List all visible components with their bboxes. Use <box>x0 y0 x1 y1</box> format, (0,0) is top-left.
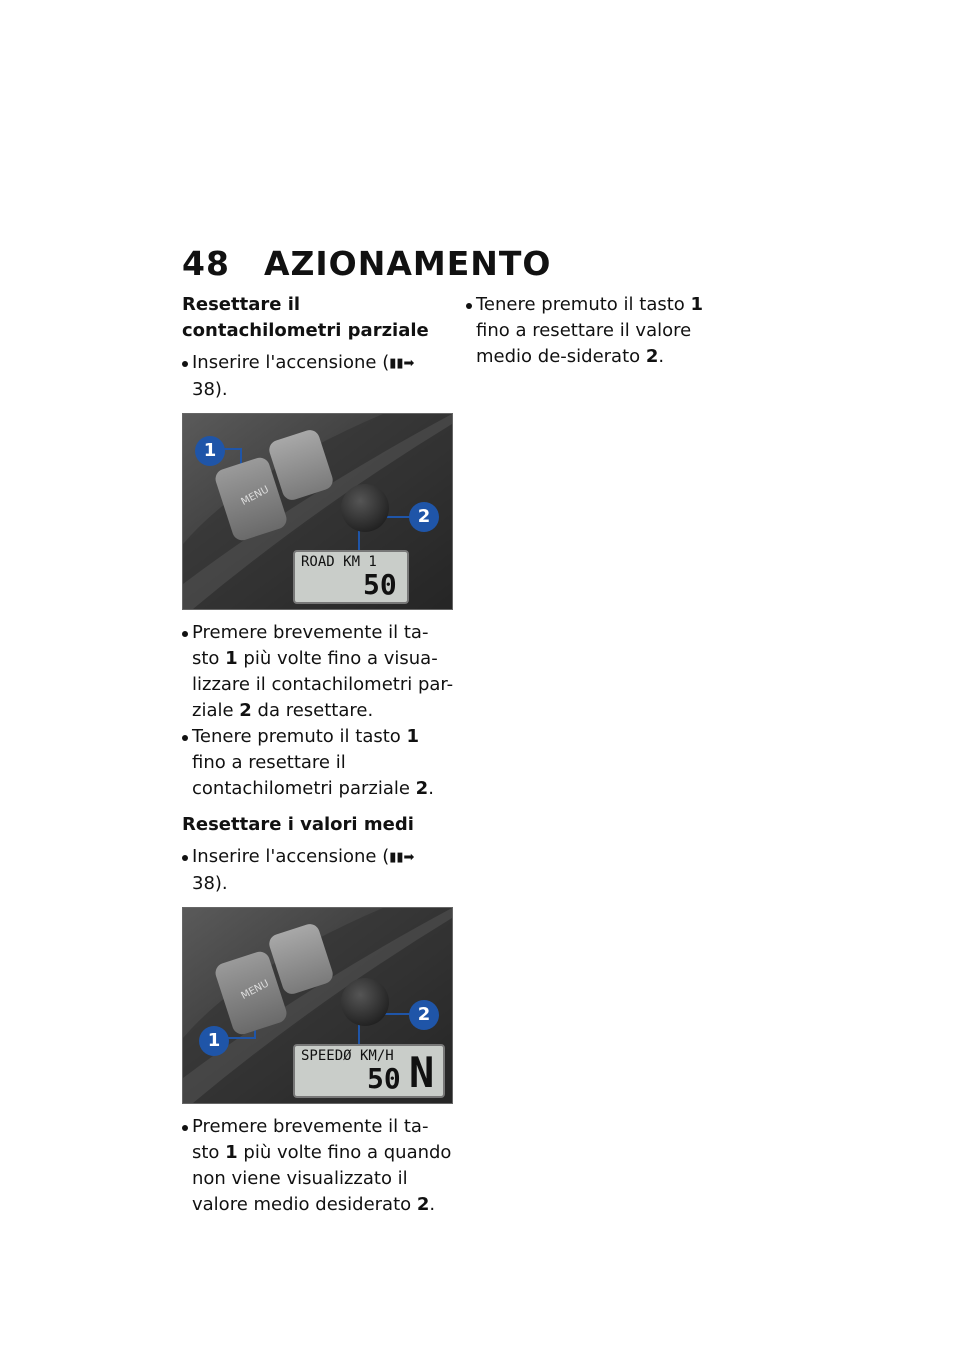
callout-1: 1 <box>195 436 225 466</box>
rotary-knob <box>341 484 389 532</box>
page-title: AZIONAMENTO <box>263 244 552 283</box>
rotary-knob <box>341 978 389 1026</box>
menu-button: MENU <box>213 455 289 543</box>
lcd-display: ROAD KM 1 50 <box>293 550 409 604</box>
callout-2: 2 <box>409 1000 439 1030</box>
page-number: 48 <box>182 244 230 283</box>
callout-1: 1 <box>199 1026 229 1056</box>
page-header <box>182 244 551 283</box>
left-column <box>182 292 454 1218</box>
page-ref-arrow-icon: ▮▮➡ <box>389 356 415 371</box>
figure-average-values <box>182 907 453 1104</box>
step-press-button-1-averages: Premere brevemente il ta-sto 1 più volte fino a quando non viene visualizzato il valore medio desiderato 2. <box>182 1114 454 1218</box>
step-hold-button-1-averages: Tenere premuto il tasto 1 fino a resettare il valore medio de-siderato 2. <box>466 292 738 370</box>
figure-trip-meter <box>182 413 453 610</box>
gear-indicator: N <box>409 1048 435 1097</box>
step-press-button-1: Premere brevemente il ta-sto 1 più volte fino a visua-lizzare il contachilometri par-ziale 2 da resettare. <box>182 620 454 724</box>
lcd-display: SPEEDØ KM/H 50 N <box>293 1044 445 1098</box>
menu-button: MENU <box>213 949 289 1037</box>
step-ignition-1: Inserire l'accensione (▮▮➡ 38). <box>182 350 454 403</box>
step-hold-button-1: Tenere premuto il tasto 1 fino a resettare il contachilometri parziale 2. <box>182 724 454 802</box>
page-ref-arrow-icon: ▮▮➡ <box>389 850 415 865</box>
section-heading-reset-averages: Resettare i valori medi <box>182 814 414 835</box>
section-heading-reset-trip: Resettare il contachilometri parziale <box>182 294 429 341</box>
step-ignition-2: Inserire l'accensione (▮▮➡ 38). <box>182 844 454 897</box>
right-column <box>466 292 738 370</box>
callout-2: 2 <box>409 502 439 532</box>
